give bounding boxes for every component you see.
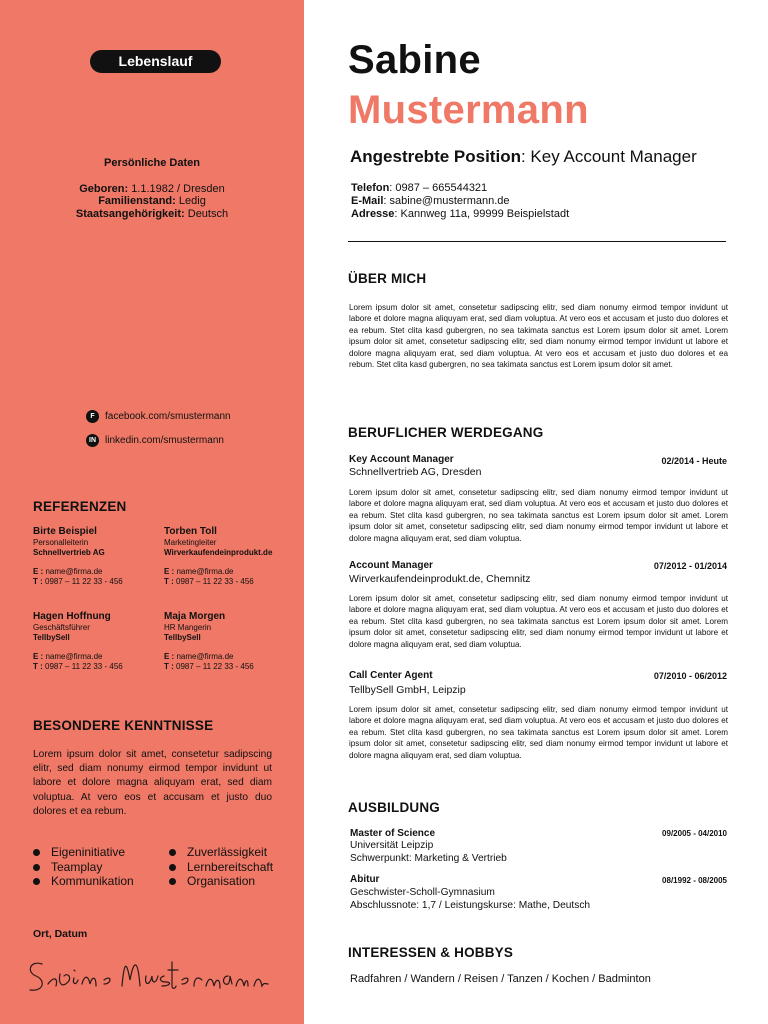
social-facebook-text: facebook.com/smustermann: [105, 411, 231, 422]
skills-heading: BESONDERE KENNTNISSE: [33, 718, 214, 733]
about-text: Lorem ipsum dolor sit amet, consetetur sadipscing elitr, sed diam nonumy eirmod tempor invidunt ut labore et dolore magna aliquyam erat, sed diam voluptua. At vero eos et accusam et justo duo dolores et ea rebum. Stet clita kasd gubergren, no sea takimata sanctus est Lorem ipsum dolor sit amet. Lorem ipsum dolor sit amet, consetetur sadipscing elitr, sed diam nonumy eirmod tempor invidunt ut labore et dolore magna aliquyam erat, sed diam voluptua. At vero eos et accusam et justo duo dolores et ea rebum. Stet clita kasd gubergren, no sea takimata sanctus est Lorem ipsum dolor sit amet.: [349, 303, 728, 370]
reference-phone: T : 0987 – 11 22 33 - 456: [33, 577, 123, 586]
reference-email: E : name@firma.de: [33, 567, 103, 576]
contact-email[interactable]: E-Mail: sabine@mustermann.de: [351, 195, 510, 207]
contact-address: Adresse: Kannweg 11a, 99999 Beispielstadt: [351, 208, 570, 220]
job-date: 02/2014 - Heute: [661, 456, 727, 466]
signature-image: [22, 950, 272, 1000]
education-title: Abitur: [350, 874, 380, 885]
social-facebook[interactable]: [86, 410, 231, 423]
desired-position: Angestrebte Position: Key Account Manager: [350, 147, 697, 166]
reference-company: Schnellvertrieb AG: [33, 548, 105, 557]
reference-name: Torben Toll: [164, 526, 217, 537]
divider: [348, 241, 726, 242]
first-name: Sabine: [348, 38, 481, 82]
list-item: Lernbereitschaft: [169, 860, 273, 875]
signature-text: Sabine Mustermann: [22, 950, 31, 951]
list-item: Kommunikation: [33, 874, 134, 889]
job-company: Schnellvertrieb AG, Dresden: [349, 466, 482, 478]
references-heading: REFERENZEN: [33, 499, 127, 514]
place-date-label: Ort, Datum: [33, 928, 88, 940]
facebook-icon: F: [86, 410, 99, 423]
social-linkedin[interactable]: [86, 434, 224, 447]
job-date: 07/2010 - 06/2012: [653, 671, 727, 681]
job-description: Lorem ipsum dolor sit amet, consetetur sadipscing elitr, sed diam nonumy eirmod tempor invidunt ut labore et dolore magna aliquyam erat, sed diam voluptua. At vero eos et accusam et justo duo dolores et ea rebum. Stet clita kasd gubergren, no sea takimata sanctus est Lorem ipsum dolor sit amet. Lorem ipsum dolor sit amet, consetetur sadipscing elitr, sed diam nonumy eirmod tempor invidunt ut labore et dolore magna aliquyam erat, sed diam voluptua.: [349, 488, 728, 543]
reference-card: [33, 611, 123, 672]
reference-name: Hagen Hoffnung: [33, 611, 111, 622]
reference-card: [164, 526, 272, 587]
reference-email: E : name@firma.de: [164, 652, 234, 661]
education-school: Geschwister-Scholl-Gymnasium: [350, 887, 495, 898]
hobbies-heading: INTERESSEN & HOBBYS: [348, 945, 514, 960]
reference-phone: T : 0987 – 11 22 33 - 456: [164, 577, 254, 586]
contact-phone[interactable]: Telefon: 0987 – 665544321: [351, 182, 488, 194]
list-item: Eigeninitiative: [33, 845, 134, 860]
personal-row-birth: Geboren: 1.1.1982 / Dresden: [79, 183, 225, 195]
reference-phone: T : 0987 – 11 22 33 - 456: [164, 662, 254, 671]
education-date: 08/1992 - 08/2005: [662, 876, 727, 885]
reference-company: TellbySell: [33, 633, 70, 642]
list-item: Zuverlässigkeit: [169, 845, 273, 860]
reference-company: TellbySell: [164, 633, 201, 642]
reference-email: E : name@firma.de: [33, 652, 103, 661]
personal-data-heading: Persönliche Daten: [104, 157, 200, 169]
reference-email: E : name@firma.de: [164, 567, 234, 576]
document-type-badge: Lebenslauf: [90, 50, 221, 73]
personal-row-marital: Familienstand: Ledig: [98, 195, 206, 207]
social-linkedin-text: linkedin.com/smustermann: [105, 435, 224, 446]
job-title: Account Manager: [349, 560, 433, 571]
reference-role: Personalleiterin: [33, 538, 89, 547]
reference-role: Geschäftsführer: [33, 623, 90, 632]
list-item: Teamplay: [33, 860, 134, 875]
job-title: Key Account Manager: [349, 454, 454, 465]
career-heading: BERUFLICHER WERDEGANG: [348, 425, 544, 440]
reference-name: Birte Beispiel: [33, 526, 97, 537]
about-heading: ÜBER MICH: [348, 271, 427, 286]
list-item: Organisation: [169, 874, 273, 889]
education-detail: Schwerpunkt: Marketing & Vertrieb: [350, 853, 507, 864]
job-description: Lorem ipsum dolor sit amet, consetetur sadipscing elitr, sed diam nonumy eirmod tempor invidunt ut labore et dolore magna aliquyam erat, sed diam voluptua. At vero eos et accusam et justo duo dolores et ea rebum. Stet clita kasd gubergren, no sea takimata sanctus est Lorem ipsum dolor sit amet. Lorem ipsum dolor sit amet, consetetur sadipscing elitr, sed diam nonumy eirmod tempor invidunt ut labore et dolore magna aliquyam erat, sed diam voluptua.: [349, 705, 728, 760]
linkedin-icon: IN: [86, 434, 99, 447]
job-company: TellbySell GmbH, Leipzip: [349, 684, 466, 696]
skills-description: Lorem ipsum dolor sit amet, consetetur sadipscing elitr, sed diam nonumy eirmod tempor invidunt ut labore et dolore magna aliquyam erat, sed diam voluptua. At vero eos et accusam et justo duo dolores et ea rebum.: [33, 749, 272, 817]
personal-row-nationality: Staatsangehörigkeit: Deutsch: [75, 208, 229, 220]
reference-role: Marketingleiter: [164, 538, 217, 547]
education-school: Universität Leipzip: [350, 840, 434, 851]
education-heading: AUSBILDUNG: [348, 800, 440, 815]
sidebar: [0, 0, 304, 1024]
skills-list-left: [33, 845, 134, 889]
contact-info: [351, 182, 569, 221]
job-company: Wirverkaufendeinprodukt.de, Chemnitz: [349, 573, 531, 585]
last-name: Mustermann: [348, 88, 589, 132]
reference-phone: T : 0987 – 11 22 33 - 456: [33, 662, 123, 671]
job-description: Lorem ipsum dolor sit amet, consetetur sadipscing elitr, sed diam nonumy eirmod tempor invidunt ut labore et dolore magna aliquyam erat, sed diam voluptua. At vero eos et accusam et justo duo dolores et ea rebum. Stet clita kasd gubergren, no sea takimata sanctus est Lorem ipsum dolor sit amet. Lorem ipsum dolor sit amet, consetetur sadipscing elitr, sed diam nonumy eirmod tempor invidunt ut labore et dolore magna aliquyam erat, sed diam voluptua.: [349, 594, 728, 649]
skills-list-right: [169, 845, 273, 889]
job-date: 07/2012 - 01/2014: [653, 561, 727, 571]
reference-role: HR Mangerin: [164, 623, 212, 632]
education-detail: Abschlussnote: 1,7 / Leistungskurse: Mathe, Deutsch: [350, 900, 591, 911]
hobbies-text: Radfahren / Wandern / Reisen / Tanzen / Kochen / Badminton: [350, 973, 651, 985]
job-title: Call Center Agent: [349, 670, 433, 681]
reference-card: [164, 611, 254, 672]
education-title: Master of Science: [350, 828, 436, 839]
reference-name: Maja Morgen: [164, 611, 226, 622]
education-date: 09/2005 - 04/2010: [662, 829, 727, 838]
reference-company: Wirverkaufendeinprodukt.de: [164, 548, 273, 557]
reference-card: [33, 526, 123, 587]
main-content: [304, 0, 768, 1024]
